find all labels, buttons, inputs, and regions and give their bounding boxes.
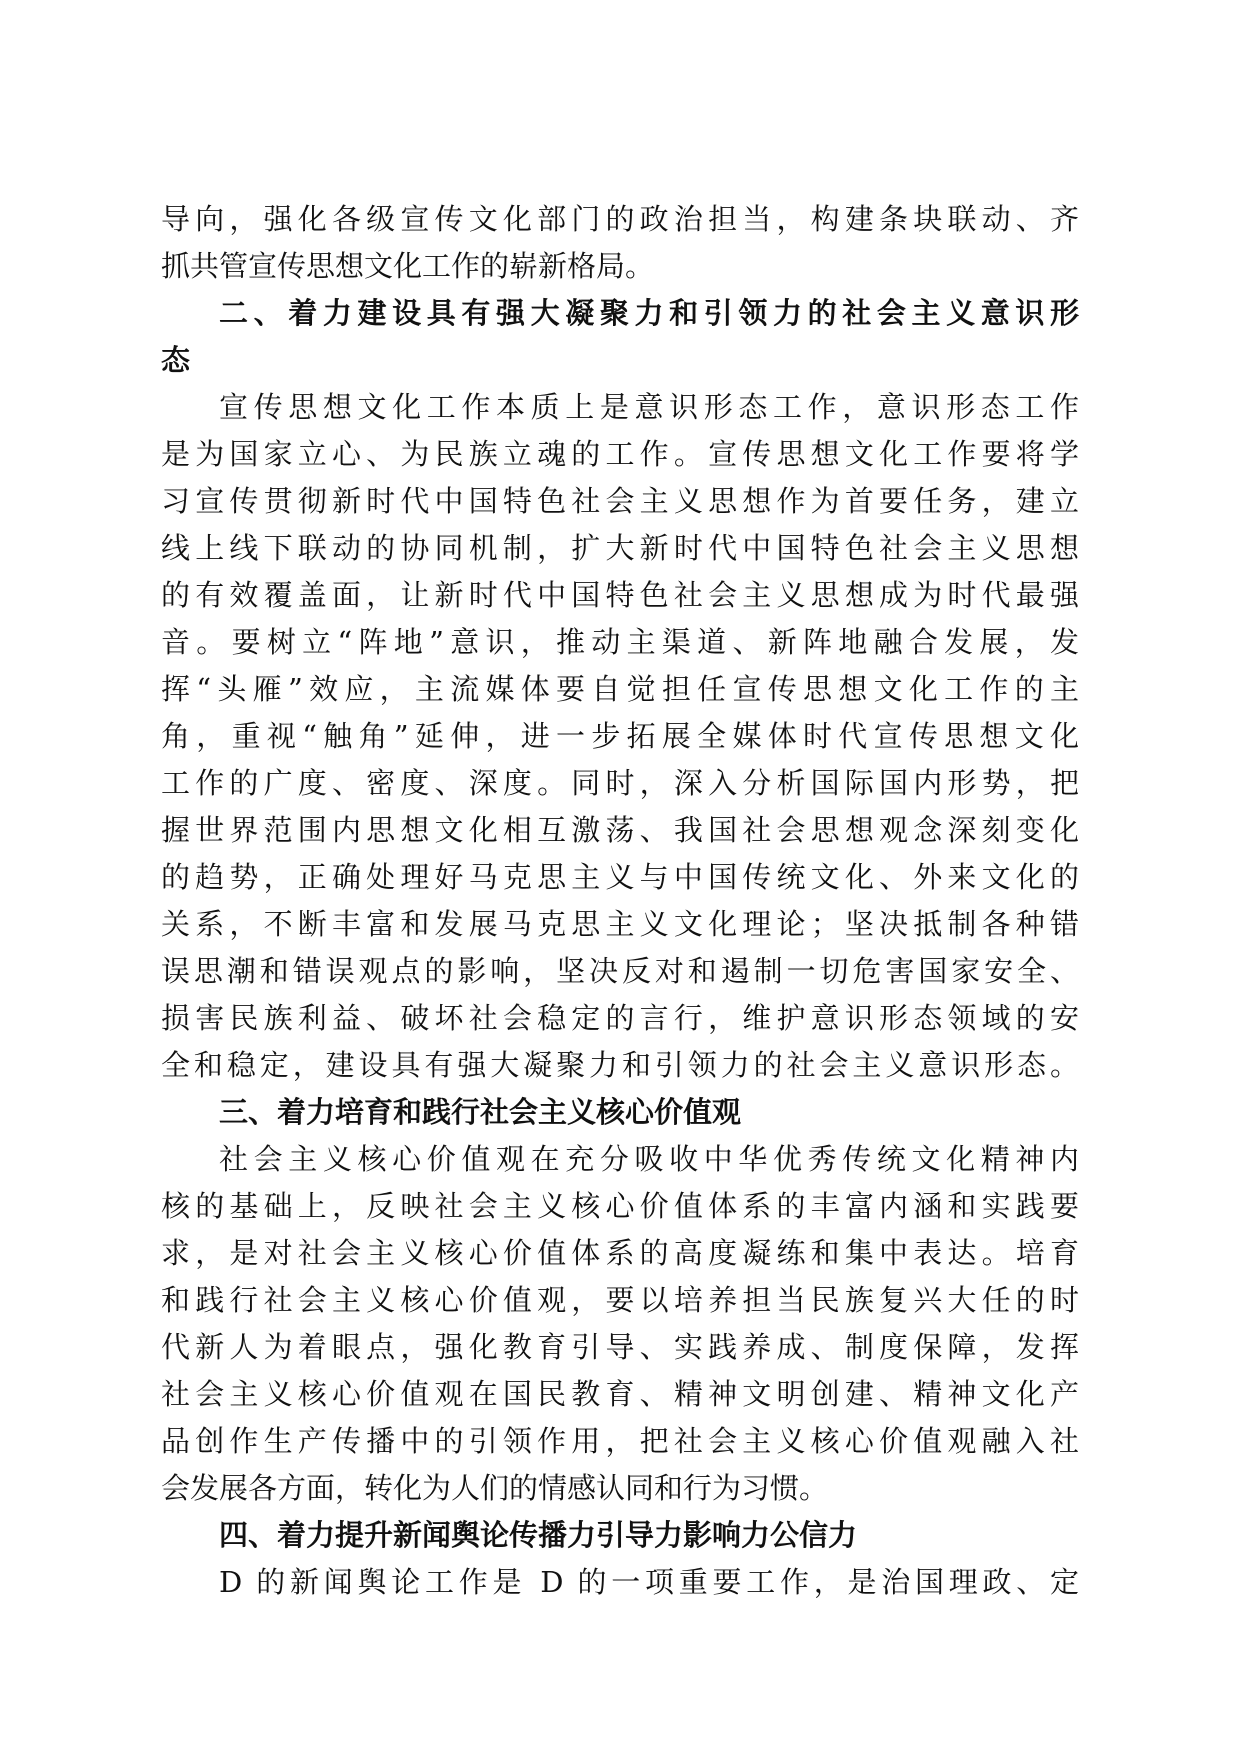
body-line: 习宣传贯彻新时代中国特色社会主义思想作为首要任务，建立 [161, 484, 1079, 518]
body-line: 音。要树立“阵地”意识，推动主渠道、新阵地融合发展，发 [161, 625, 1079, 659]
body-line: 工作的广度、密度、深度。同时，深入分析国际国内形势，把 [161, 766, 1079, 800]
body-line: 的有效覆盖面，让新时代中国特色社会主义思想成为时代最强 [161, 578, 1079, 612]
section-heading-continuation: 态 [161, 343, 191, 377]
body-line: 的趋势，正确处理好马克思主义与中国传统文化、外来文化的 [161, 860, 1079, 894]
paragraph-first-line: D 的新闻舆论工作是 D 的一项重要工作，是治国理政、定 [219, 1565, 1079, 1599]
body-line: 导向，强化各级宣传文化部门的政治担当，构建条块联动、齐 [161, 202, 1079, 236]
body-line: 品创作生产传播中的引领作用，把社会主义核心价值观融入社 [161, 1424, 1079, 1458]
body-line: 抓共管宣传思想文化工作的崭新格局。 [161, 249, 655, 283]
body-line: 挥“头雁”效应，主流媒体要自觉担任宣传思想文化工作的主 [161, 672, 1079, 706]
body-line: 握世界范围内思想文化相互激荡、我国社会思想观念深刻变化 [161, 813, 1079, 847]
body-line: 是为国家立心、为民族立魂的工作。宣传思想文化工作要将学 [161, 437, 1079, 471]
body-line: 核的基础上，反映社会主义核心价值体系的丰富内涵和实践要 [161, 1189, 1079, 1223]
section-heading: 二、着力建设具有强大凝聚力和引领力的社会主义意识形 [219, 296, 1079, 330]
body-line: 代新人为着眼点，强化教育引导、实践养成、制度保障，发挥 [161, 1330, 1079, 1364]
body-line: 社会主义核心价值观在国民教育、精神文明创建、精神文化产 [161, 1377, 1079, 1411]
paragraph-first-line: 社会主义核心价值观在充分吸收中华优秀传统文化精神内 [219, 1142, 1079, 1176]
body-line: 误思潮和错误观点的影响，坚决反对和遏制一切危害国家安全、 [161, 954, 1079, 988]
body-line: 求，是对社会主义核心价值体系的高度凝练和集中表达。培育 [161, 1236, 1079, 1270]
body-line: 和践行社会主义核心价值观，要以培养担当民族复兴大任的时 [161, 1283, 1079, 1317]
body-line: 线上线下联动的协同机制，扩大新时代中国特色社会主义思想 [161, 531, 1079, 565]
section-heading: 四、着力提升新闻舆论传播力引导力影响力公信力 [219, 1518, 858, 1552]
paragraph-first-line: 宣传思想文化工作本质上是意识形态工作，意识形态工作 [219, 390, 1079, 424]
document-page [161, 196, 1079, 1606]
section-heading: 三、着力培育和践行社会主义核心价值观 [219, 1095, 742, 1129]
body-line: 全和稳定，建设具有强大凝聚力和引领力的社会主义意识形态。 [161, 1048, 1079, 1082]
body-line: 会发展各方面，转化为人们的情感认同和行为习惯。 [161, 1471, 829, 1505]
body-line: 损害民族利益、破坏社会稳定的言行，维护意识形态领域的安 [161, 1001, 1079, 1035]
body-line: 关系，不断丰富和发展马克思主义文化理论；坚决抵制各种错 [161, 907, 1079, 941]
body-line: 角，重视“触角”延伸，进一步拓展全媒体时代宣传思想文化 [161, 719, 1079, 753]
